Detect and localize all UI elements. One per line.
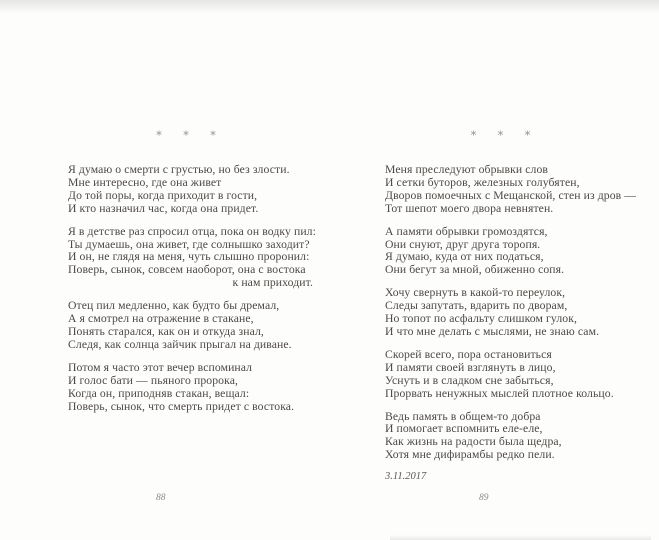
poem-line: Я думаю, куда от них податься,	[385, 250, 544, 264]
stanza	[385, 163, 637, 216]
poem-line: И он, не глядя на меня, чуть слышно проронил:	[68, 250, 310, 264]
page-number-left: 88	[156, 493, 166, 503]
stanza	[68, 362, 313, 414]
poem-line: Меня преследуют обрывки слов	[385, 163, 549, 176]
stanza	[68, 300, 313, 352]
poem-line: Я думаю о смерти с грустью, но без злости.	[68, 163, 290, 176]
poem-line: Ведь память в общем-то добра	[385, 409, 541, 423]
poem-line: Следы запутать, вдарить по дворам,	[385, 299, 568, 313]
poem-line: И сетки буторов, железных голубятен,	[385, 175, 580, 189]
poem-line: И голос бати — пьяного пророка,	[68, 373, 239, 387]
poem-line: Понять старался, как он и откуда знал,	[68, 324, 264, 338]
poem-line: Дворов помоечных с Мещанской, стен из дров —	[385, 188, 637, 202]
poem-left	[68, 163, 316, 423]
poem-line: Когда он, приподняв стакан, вещал:	[68, 386, 250, 400]
poem-line: Мне интересно, где она живет	[68, 175, 222, 189]
poem-date: 3.11.2017	[385, 471, 427, 482]
poem-line: И кто назначил час, когда она придет.	[68, 201, 259, 215]
poem-line: Потом я часто этот вечер вспоминал	[68, 360, 253, 374]
poem-line: До той поры, когда приходит в гости,	[68, 188, 258, 202]
poem-line: Поверь, сынок, что смерть придет с востока.	[68, 399, 295, 413]
stanza	[385, 411, 625, 463]
poem-line: Но топот по асфальту слишком гулок,	[385, 312, 578, 326]
poem-line: Тот шепот моего двора невнятен.	[385, 201, 554, 215]
stanza-separator-left: * * *	[156, 129, 225, 142]
page-number-right: 89	[479, 493, 489, 503]
poem-right	[385, 163, 637, 472]
stanza	[385, 287, 625, 339]
poem-line: Как жизнь на радости была щедра,	[385, 435, 562, 449]
stanza	[68, 164, 313, 216]
poem-line: Следя, как солнца зайчик прыгал на диване.	[68, 337, 292, 351]
poem-line: Они бегут за мной, обиженно сопя.	[385, 263, 565, 277]
poem-line: А я смотрел на отражение в стакане,	[68, 312, 254, 326]
poem-line: Скорей всего, пора остановиться	[385, 347, 552, 361]
page-bottom-edge	[390, 535, 651, 540]
poem-line: Хочу свернуть в какой-то переулок,	[385, 286, 566, 300]
poem-line: Ты думаешь, она живет, где солнышко заходит?	[68, 237, 310, 251]
poem-line: Прорвать ненужных мыслей плотное кольцо.	[385, 386, 614, 400]
right-page	[385, 0, 637, 540]
poem-line: Я в детстве раз спросил отца, пока он водку пил:	[68, 224, 316, 238]
stanza-separator-right: * * *	[470, 129, 540, 142]
stanza	[385, 349, 625, 401]
left-page	[68, 0, 316, 540]
poem-line: Отец пил медленно, как будто бы дремал,	[68, 299, 280, 313]
poem-line: к нам приходит.	[232, 276, 313, 290]
poem-line: И памяти своей взглянуть в лицо,	[385, 360, 556, 374]
poem-line: Они снуют, друг друга торопя.	[385, 237, 541, 251]
poem-line: И помогает вспомнить еле-еле,	[385, 422, 543, 436]
poem-line: Хотя мне дифирамбы редко пели.	[385, 448, 555, 462]
stanza	[385, 226, 625, 278]
poem-line: Поверь, сынок, совсем наоборот, она с востока	[68, 263, 306, 277]
poem-line: А памяти обрывки громоздятся,	[385, 224, 548, 238]
poem-line: Уснуть и в сладком сне забыться,	[385, 373, 554, 387]
stanza	[68, 224, 316, 291]
poem-line: И что мне делать с мыслями, не знаю сам.	[385, 324, 600, 338]
